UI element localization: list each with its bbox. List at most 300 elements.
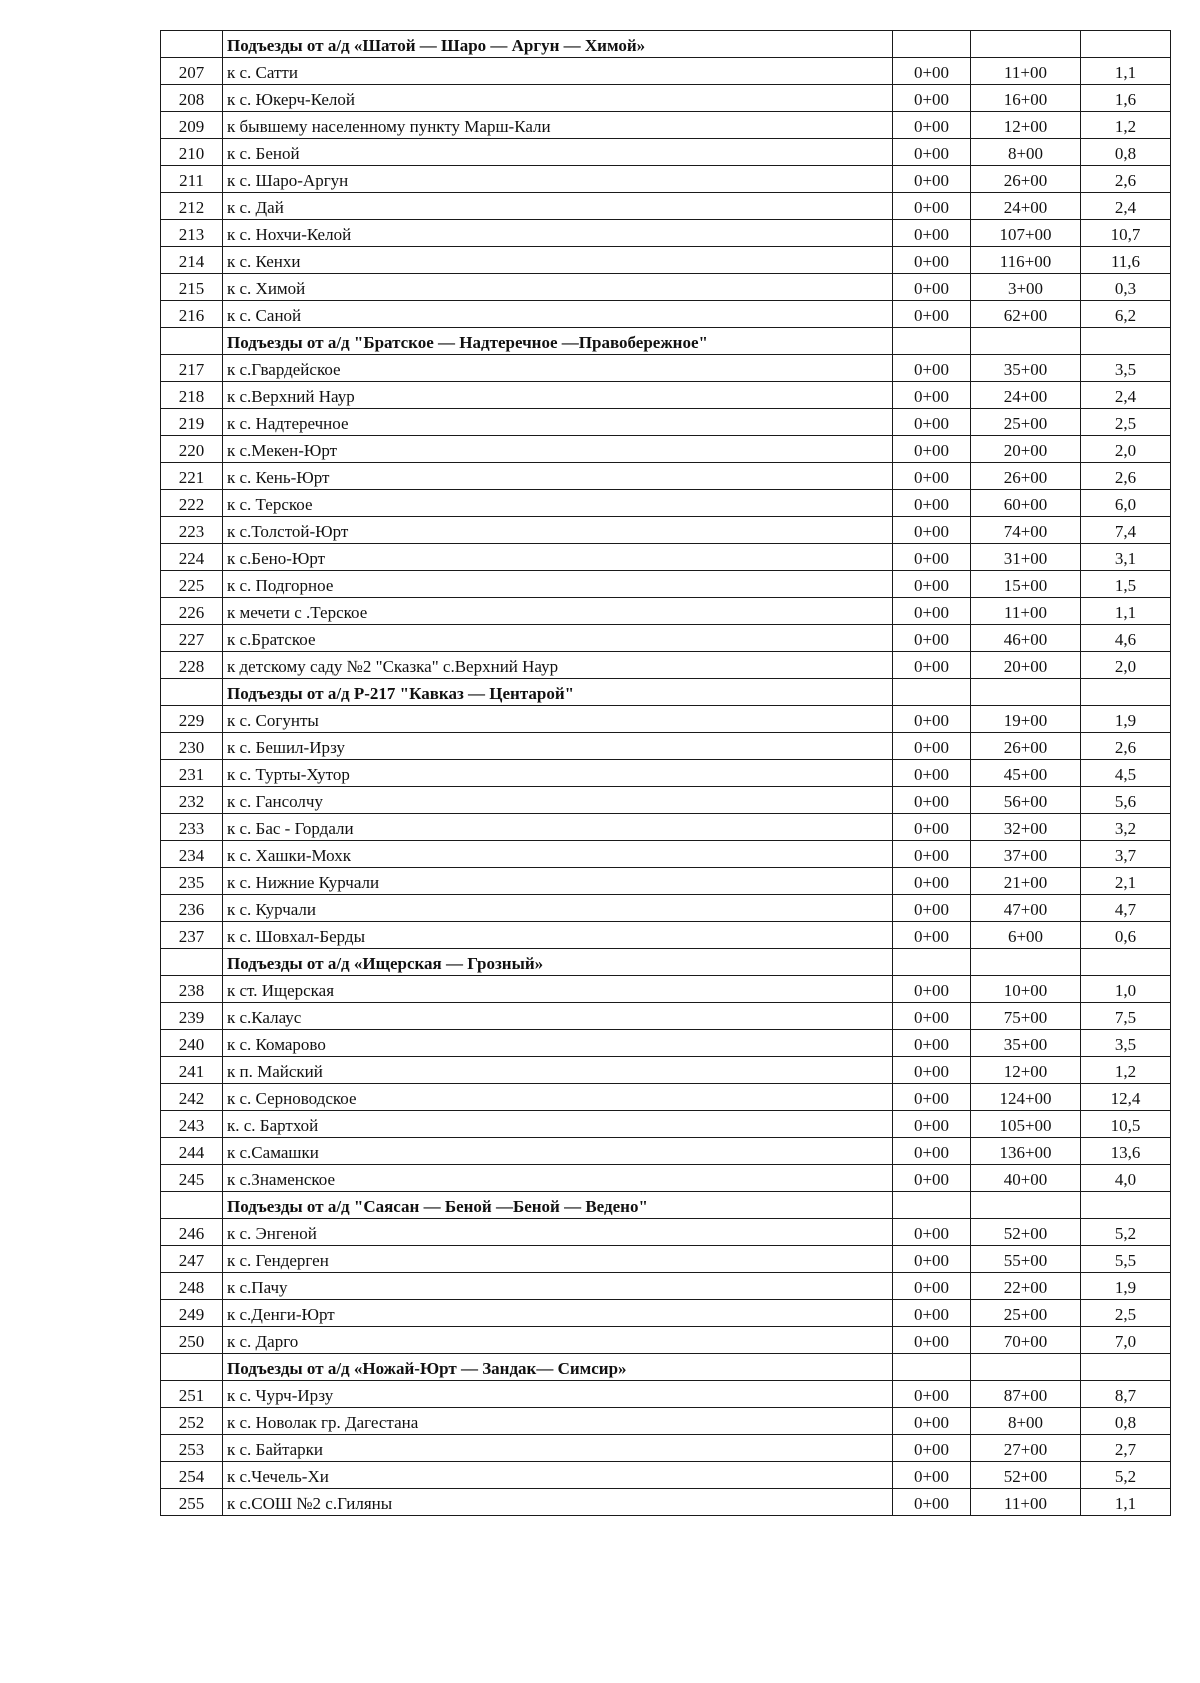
row-number: 236: [161, 895, 223, 922]
section-header-start-cell: [893, 1192, 971, 1219]
road-name: к с. Байтарки: [223, 1435, 893, 1462]
end-km: 62+00: [971, 301, 1081, 328]
end-km: 12+00: [971, 1057, 1081, 1084]
start-km: 0+00: [893, 58, 971, 85]
road-name: к с. Согунты: [223, 706, 893, 733]
row-number: 219: [161, 409, 223, 436]
table-row: [161, 733, 1171, 760]
length-km: 1,1: [1081, 58, 1171, 85]
section-title: Подъезды от а/д "Братское — Надтеречное —Правобережное": [223, 328, 893, 355]
table-row: [161, 1111, 1171, 1138]
length-km: 0,8: [1081, 139, 1171, 166]
section-header-num-cell: [161, 1354, 223, 1381]
table-row: [161, 166, 1171, 193]
length-km: 1,1: [1081, 598, 1171, 625]
end-km: 25+00: [971, 1300, 1081, 1327]
road-name: к с. Турты-Хутор: [223, 760, 893, 787]
start-km: 0+00: [893, 868, 971, 895]
road-name: к с. Кень-Юрт: [223, 463, 893, 490]
length-km: 2,6: [1081, 463, 1171, 490]
length-km: 3,1: [1081, 544, 1171, 571]
section-header-num-cell: [161, 328, 223, 355]
end-km: 55+00: [971, 1246, 1081, 1273]
row-number: 216: [161, 301, 223, 328]
end-km: 26+00: [971, 733, 1081, 760]
start-km: 0+00: [893, 733, 971, 760]
end-km: 8+00: [971, 1408, 1081, 1435]
road-name: к с.Самашки: [223, 1138, 893, 1165]
length-km: 1,9: [1081, 1273, 1171, 1300]
start-km: 0+00: [893, 841, 971, 868]
start-km: 0+00: [893, 490, 971, 517]
end-km: 24+00: [971, 193, 1081, 220]
road-name: к с. Кенхи: [223, 247, 893, 274]
table-row: [161, 598, 1171, 625]
table-row: [161, 1138, 1171, 1165]
road-name: к с. Терское: [223, 490, 893, 517]
row-number: 214: [161, 247, 223, 274]
road-name: к с. Дай: [223, 193, 893, 220]
start-km: 0+00: [893, 976, 971, 1003]
row-number: 231: [161, 760, 223, 787]
length-km: 2,1: [1081, 868, 1171, 895]
section-header-len-cell: [1081, 949, 1171, 976]
table-row: [161, 571, 1171, 598]
end-km: 26+00: [971, 463, 1081, 490]
end-km: 107+00: [971, 220, 1081, 247]
row-number: 255: [161, 1489, 223, 1516]
end-km: 6+00: [971, 922, 1081, 949]
start-km: 0+00: [893, 814, 971, 841]
end-km: 87+00: [971, 1381, 1081, 1408]
end-km: 11+00: [971, 58, 1081, 85]
length-km: 2,6: [1081, 733, 1171, 760]
end-km: 21+00: [971, 868, 1081, 895]
start-km: 0+00: [893, 598, 971, 625]
road-name: к с. Новолак гр. Дагестана: [223, 1408, 893, 1435]
length-km: 2,6: [1081, 166, 1171, 193]
row-number: 221: [161, 463, 223, 490]
row-number: 215: [161, 274, 223, 301]
table-row: [161, 1003, 1171, 1030]
length-km: 4,0: [1081, 1165, 1171, 1192]
length-km: 10,7: [1081, 220, 1171, 247]
table-row: [161, 1165, 1171, 1192]
road-name: к с. Гансолчу: [223, 787, 893, 814]
end-km: 46+00: [971, 625, 1081, 652]
table-row: [161, 976, 1171, 1003]
end-km: 20+00: [971, 652, 1081, 679]
row-number: 241: [161, 1057, 223, 1084]
row-number: 248: [161, 1273, 223, 1300]
length-km: 1,5: [1081, 571, 1171, 598]
row-number: 245: [161, 1165, 223, 1192]
row-number: 230: [161, 733, 223, 760]
section-title: Подъезды от а/д «Ищерская — Грозный»: [223, 949, 893, 976]
length-km: 3,2: [1081, 814, 1171, 841]
length-km: 1,1: [1081, 1489, 1171, 1516]
road-name: к с. Хашки-Мохк: [223, 841, 893, 868]
start-km: 0+00: [893, 544, 971, 571]
road-name: к ст. Ищерская: [223, 976, 893, 1003]
section-header-end-cell: [971, 679, 1081, 706]
table-row: [161, 841, 1171, 868]
section-header-len-cell: [1081, 1354, 1171, 1381]
row-number: 226: [161, 598, 223, 625]
road-name: к п. Майский: [223, 1057, 893, 1084]
start-km: 0+00: [893, 1273, 971, 1300]
end-km: 22+00: [971, 1273, 1081, 1300]
section-header-num-cell: [161, 31, 223, 58]
start-km: 0+00: [893, 1408, 971, 1435]
start-km: 0+00: [893, 1084, 971, 1111]
end-km: 136+00: [971, 1138, 1081, 1165]
row-number: 229: [161, 706, 223, 733]
row-number: 254: [161, 1462, 223, 1489]
start-km: 0+00: [893, 571, 971, 598]
table-row: [161, 1219, 1171, 1246]
road-name: к с. Беной: [223, 139, 893, 166]
road-name: к бывшему населенному пункту Марш-Кали: [223, 112, 893, 139]
table-row: [161, 274, 1171, 301]
length-km: 5,2: [1081, 1462, 1171, 1489]
length-km: 1,2: [1081, 112, 1171, 139]
table-row: [161, 895, 1171, 922]
start-km: 0+00: [893, 139, 971, 166]
section-header-start-cell: [893, 949, 971, 976]
row-number: 224: [161, 544, 223, 571]
row-number: 225: [161, 571, 223, 598]
table-row: [161, 625, 1171, 652]
road-name: к с. Химой: [223, 274, 893, 301]
row-number: 222: [161, 490, 223, 517]
table-row: [161, 1030, 1171, 1057]
start-km: 0+00: [893, 85, 971, 112]
start-km: 0+00: [893, 1435, 971, 1462]
table-row: [161, 544, 1171, 571]
start-km: 0+00: [893, 274, 971, 301]
table-row: [161, 112, 1171, 139]
end-km: 52+00: [971, 1462, 1081, 1489]
start-km: 0+00: [893, 112, 971, 139]
length-km: 2,5: [1081, 409, 1171, 436]
row-number: 213: [161, 220, 223, 247]
road-name: к с. Юкерч-Келой: [223, 85, 893, 112]
row-number: 246: [161, 1219, 223, 1246]
length-km: 0,3: [1081, 274, 1171, 301]
length-km: 0,8: [1081, 1408, 1171, 1435]
road-name: к с.Верхний Наур: [223, 382, 893, 409]
length-km: 5,2: [1081, 1219, 1171, 1246]
start-km: 0+00: [893, 166, 971, 193]
section-header-row: [161, 949, 1171, 976]
end-km: 3+00: [971, 274, 1081, 301]
road-name: к с. Дарго: [223, 1327, 893, 1354]
length-km: 10,5: [1081, 1111, 1171, 1138]
table-row: [161, 490, 1171, 517]
start-km: 0+00: [893, 895, 971, 922]
length-km: 3,5: [1081, 1030, 1171, 1057]
end-km: 8+00: [971, 139, 1081, 166]
row-number: 207: [161, 58, 223, 85]
length-km: 5,6: [1081, 787, 1171, 814]
start-km: 0+00: [893, 193, 971, 220]
table-row: [161, 139, 1171, 166]
table-row: [161, 868, 1171, 895]
road-name: к. с. Бартхой: [223, 1111, 893, 1138]
length-km: 6,0: [1081, 490, 1171, 517]
road-name: к с.Знаменское: [223, 1165, 893, 1192]
table-row: [161, 220, 1171, 247]
row-number: 249: [161, 1300, 223, 1327]
length-km: 1,9: [1081, 706, 1171, 733]
section-title: Подъезды от а/д «Шатой — Шаро — Аргун — Химой»: [223, 31, 893, 58]
table-row: [161, 436, 1171, 463]
end-km: 124+00: [971, 1084, 1081, 1111]
row-number: 228: [161, 652, 223, 679]
start-km: 0+00: [893, 1138, 971, 1165]
start-km: 0+00: [893, 1165, 971, 1192]
table-row: [161, 409, 1171, 436]
table-body: [161, 31, 1171, 1516]
row-number: 242: [161, 1084, 223, 1111]
road-name: к с. Подгорное: [223, 571, 893, 598]
section-header-start-cell: [893, 1354, 971, 1381]
table-row: [161, 814, 1171, 841]
table-row: [161, 355, 1171, 382]
road-name: к с.Денги-Юрт: [223, 1300, 893, 1327]
section-header-row: [161, 31, 1171, 58]
table-row: [161, 85, 1171, 112]
end-km: 11+00: [971, 598, 1081, 625]
road-name: к с. Бас - Гордали: [223, 814, 893, 841]
length-km: 7,5: [1081, 1003, 1171, 1030]
row-number: 243: [161, 1111, 223, 1138]
road-name: к с.Мекен-Юрт: [223, 436, 893, 463]
road-name: к мечети с .Терское: [223, 598, 893, 625]
road-name: к с.Толстой-Юрт: [223, 517, 893, 544]
end-km: 11+00: [971, 1489, 1081, 1516]
start-km: 0+00: [893, 517, 971, 544]
row-number: 223: [161, 517, 223, 544]
end-km: 24+00: [971, 382, 1081, 409]
table-row: [161, 1435, 1171, 1462]
row-number: 209: [161, 112, 223, 139]
table-row: [161, 787, 1171, 814]
table-row: [161, 1489, 1171, 1516]
row-number: 252: [161, 1408, 223, 1435]
length-km: 12,4: [1081, 1084, 1171, 1111]
length-km: 7,4: [1081, 517, 1171, 544]
section-header-end-cell: [971, 31, 1081, 58]
road-name: к с. Бешил-Ирзу: [223, 733, 893, 760]
section-header-len-cell: [1081, 31, 1171, 58]
length-km: 5,5: [1081, 1246, 1171, 1273]
start-km: 0+00: [893, 409, 971, 436]
end-km: 105+00: [971, 1111, 1081, 1138]
table-row: [161, 706, 1171, 733]
end-km: 35+00: [971, 355, 1081, 382]
start-km: 0+00: [893, 355, 971, 382]
section-header-start-cell: [893, 31, 971, 58]
start-km: 0+00: [893, 787, 971, 814]
end-km: 52+00: [971, 1219, 1081, 1246]
end-km: 10+00: [971, 976, 1081, 1003]
section-header-row: [161, 1192, 1171, 1219]
end-km: 60+00: [971, 490, 1081, 517]
section-header-row: [161, 328, 1171, 355]
table-row: [161, 247, 1171, 274]
end-km: 75+00: [971, 1003, 1081, 1030]
start-km: 0+00: [893, 247, 971, 274]
end-km: 16+00: [971, 85, 1081, 112]
section-header-row: [161, 679, 1171, 706]
row-number: 238: [161, 976, 223, 1003]
end-km: 40+00: [971, 1165, 1081, 1192]
section-header-end-cell: [971, 949, 1081, 976]
row-number: 247: [161, 1246, 223, 1273]
table-row: [161, 760, 1171, 787]
row-number: 244: [161, 1138, 223, 1165]
row-number: 250: [161, 1327, 223, 1354]
table-row: [161, 1381, 1171, 1408]
table-row: [161, 1084, 1171, 1111]
start-km: 0+00: [893, 1030, 971, 1057]
table-row: [161, 382, 1171, 409]
length-km: 2,4: [1081, 193, 1171, 220]
road-name: к с. Гендерген: [223, 1246, 893, 1273]
row-number: 211: [161, 166, 223, 193]
end-km: 116+00: [971, 247, 1081, 274]
section-header-end-cell: [971, 1354, 1081, 1381]
row-number: 239: [161, 1003, 223, 1030]
start-km: 0+00: [893, 382, 971, 409]
table-row: [161, 517, 1171, 544]
end-km: 32+00: [971, 814, 1081, 841]
length-km: 8,7: [1081, 1381, 1171, 1408]
road-name: к с. Саной: [223, 301, 893, 328]
row-number: 240: [161, 1030, 223, 1057]
section-header-row: [161, 1354, 1171, 1381]
table-row: [161, 1462, 1171, 1489]
end-km: 27+00: [971, 1435, 1081, 1462]
end-km: 26+00: [971, 166, 1081, 193]
end-km: 35+00: [971, 1030, 1081, 1057]
start-km: 0+00: [893, 1111, 971, 1138]
table-row: [161, 1300, 1171, 1327]
row-number: 208: [161, 85, 223, 112]
end-km: 20+00: [971, 436, 1081, 463]
length-km: 13,6: [1081, 1138, 1171, 1165]
start-km: 0+00: [893, 1057, 971, 1084]
road-name: к с.Пачу: [223, 1273, 893, 1300]
row-number: 235: [161, 868, 223, 895]
length-km: 1,2: [1081, 1057, 1171, 1084]
length-km: 7,0: [1081, 1327, 1171, 1354]
road-name: к с. Нижние Курчали: [223, 868, 893, 895]
row-number: 212: [161, 193, 223, 220]
length-km: 2,5: [1081, 1300, 1171, 1327]
end-km: 70+00: [971, 1327, 1081, 1354]
section-header-end-cell: [971, 1192, 1081, 1219]
end-km: 45+00: [971, 760, 1081, 787]
end-km: 19+00: [971, 706, 1081, 733]
row-number: 251: [161, 1381, 223, 1408]
start-km: 0+00: [893, 1003, 971, 1030]
road-name: к с. Шовхал-Берды: [223, 922, 893, 949]
start-km: 0+00: [893, 1489, 971, 1516]
table-row: [161, 193, 1171, 220]
table-row: [161, 1408, 1171, 1435]
length-km: 3,5: [1081, 355, 1171, 382]
road-name: к с.Калаус: [223, 1003, 893, 1030]
end-km: 25+00: [971, 409, 1081, 436]
section-title: Подъезды от а/д Р-217 "Кавказ — Центарой": [223, 679, 893, 706]
section-header-num-cell: [161, 1192, 223, 1219]
section-header-len-cell: [1081, 679, 1171, 706]
start-km: 0+00: [893, 652, 971, 679]
length-km: 11,6: [1081, 247, 1171, 274]
length-km: 1,6: [1081, 85, 1171, 112]
section-title: Подъезды от а/д «Ножай-Юрт — Зандак— Симсир»: [223, 1354, 893, 1381]
length-km: 1,0: [1081, 976, 1171, 1003]
start-km: 0+00: [893, 706, 971, 733]
length-km: 4,5: [1081, 760, 1171, 787]
end-km: 15+00: [971, 571, 1081, 598]
section-header-start-cell: [893, 328, 971, 355]
row-number: 210: [161, 139, 223, 166]
start-km: 0+00: [893, 922, 971, 949]
end-km: 47+00: [971, 895, 1081, 922]
end-km: 31+00: [971, 544, 1081, 571]
road-name: к с. Курчали: [223, 895, 893, 922]
end-km: 37+00: [971, 841, 1081, 868]
end-km: 56+00: [971, 787, 1081, 814]
road-name: к с. Надтеречное: [223, 409, 893, 436]
start-km: 0+00: [893, 1462, 971, 1489]
table-row: [161, 1327, 1171, 1354]
length-km: 0,6: [1081, 922, 1171, 949]
row-number: 227: [161, 625, 223, 652]
road-name: к с. Нохчи-Келой: [223, 220, 893, 247]
road-name: к с.Братское: [223, 625, 893, 652]
table-row: [161, 1273, 1171, 1300]
road-name: к с. Энгеной: [223, 1219, 893, 1246]
row-number: 232: [161, 787, 223, 814]
start-km: 0+00: [893, 625, 971, 652]
start-km: 0+00: [893, 1300, 971, 1327]
roads-table: [160, 30, 1171, 1516]
table-row: [161, 922, 1171, 949]
road-name: к с.Чечель-Хи: [223, 1462, 893, 1489]
section-header-len-cell: [1081, 1192, 1171, 1219]
row-number: 220: [161, 436, 223, 463]
row-number: 237: [161, 922, 223, 949]
section-header-len-cell: [1081, 328, 1171, 355]
end-km: 12+00: [971, 112, 1081, 139]
row-number: 253: [161, 1435, 223, 1462]
table-row: [161, 301, 1171, 328]
row-number: 218: [161, 382, 223, 409]
length-km: 2,0: [1081, 652, 1171, 679]
row-number: 233: [161, 814, 223, 841]
start-km: 0+00: [893, 1246, 971, 1273]
start-km: 0+00: [893, 301, 971, 328]
section-header-end-cell: [971, 328, 1081, 355]
section-title: Подъезды от а/д "Саясан — Беной —Беной — Ведено": [223, 1192, 893, 1219]
length-km: 4,6: [1081, 625, 1171, 652]
length-km: 2,4: [1081, 382, 1171, 409]
